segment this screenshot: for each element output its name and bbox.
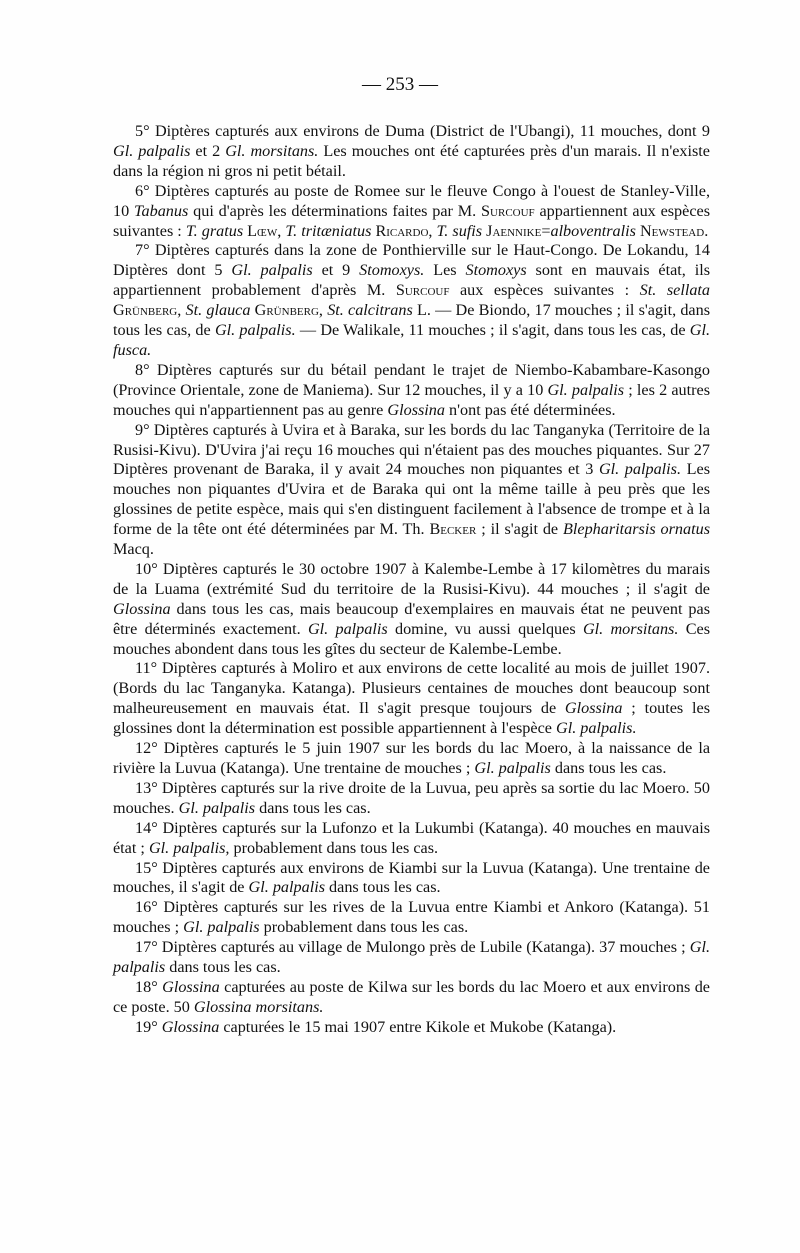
italic-run: St. sellata: [639, 281, 711, 300]
paragraph: [113, 859, 710, 899]
text-run: 19°: [135, 1017, 162, 1036]
paragraph: [113, 122, 710, 182]
text-run: dans tous les cas.: [165, 958, 281, 977]
text-run: aux espèces suivantes :: [449, 281, 640, 300]
italic-run: Gl. palpalis.: [214, 321, 296, 340]
italic-run: Gl. palpalis: [231, 261, 313, 280]
text-run: appartiennent aux espèces suivantes :: [113, 201, 711, 240]
paragraph: [113, 978, 710, 1018]
italic-run: Blepharitarsis ornatus: [563, 520, 711, 539]
text-run: 11° Diptères capturés à Moliro et aux environs de cette localité au mois de juillet 1907. (Bords du lac Tanganyka. Katanga). Plusieurs centaines de mouches dont beaucoup sont malheureusement en mauvais état. Il s'agit presque toujours de: [113, 659, 710, 718]
italic-run: Glossina: [113, 599, 171, 618]
italic-run: St. glauca: [185, 301, 251, 320]
italic-run: Stomoxys.: [359, 261, 425, 280]
text-run: — De Walikale, 11 mouches ; il s'agit, dans tous les cas, de: [295, 321, 690, 340]
paragraph: [113, 182, 710, 242]
italic-run: Gl. palpalis: [547, 380, 625, 399]
paragraph: [113, 938, 710, 978]
small-caps-run: Jaennike: [486, 221, 542, 240]
text-run: sont en mauvais état, ils appartiennent probablement d'après M.: [113, 261, 710, 300]
text-run: 12° Diptères capturés le 5 juin 1907 sur les bords du lac Moero, à la naissance de la rivière la Luvua (Katanga). Une trentaine de mouches ;: [113, 739, 710, 777]
text-run: dans tous les cas.: [325, 878, 441, 897]
italic-run: T. tritæniatus: [285, 221, 372, 240]
text-run: 9° Diptères capturés à Uvira et à Baraka, sur les bords du lac Tanganyka (Territoire de la Rusisi-Kivu). D'Uvira j'ai reçu 16 mouches qui n'étaient pas des mouches piquantes. Sur 27 Diptères provenant de Baraka, il y avait 24 mouches non piquantes et 3: [113, 420, 710, 479]
text-run: Macq.: [113, 540, 154, 559]
text-run: =: [541, 221, 551, 240]
text-run: n'ont pas été déterminées.: [445, 400, 616, 419]
text-run: ; les 2 autres mouches qui n'appartiennent pas au genre: [113, 380, 710, 419]
paragraph: [113, 819, 710, 859]
italic-run: Gl. palpalis: [248, 878, 325, 897]
text-run: ; toutes les glossines dont la détermination est possible appartiennent à l'espèce: [113, 699, 710, 738]
italic-run: Glossina: [387, 400, 445, 419]
italic-run: Glossina morsitans.: [193, 997, 324, 1016]
paragraph: [113, 421, 710, 560]
text-run: Ces mouches abondent dans tous les gîtes du secteur de Kalembe-Lembe.: [113, 619, 710, 658]
italic-run: Glossina: [161, 1017, 220, 1036]
paragraph: [113, 361, 710, 421]
text-run: ,: [318, 301, 328, 320]
paragraph: [113, 898, 710, 938]
paragraph: [113, 659, 710, 739]
italic-run: Gl. palpalis: [474, 759, 551, 777]
paragraph: [113, 739, 710, 779]
italic-run: Glossina: [564, 699, 623, 718]
italic-run: St. calcitrans: [327, 301, 413, 320]
text-run: qui d'après les déterminations faites par M.: [188, 201, 482, 220]
text-run: dans tous les cas.: [550, 759, 667, 777]
italic-run: T. gratus: [185, 221, 244, 240]
text-run: dans tous les cas.: [255, 798, 371, 817]
text-run: capturées le 15 mai 1907 entre Kikole et Mukobe (Katanga).: [219, 1017, 617, 1036]
text-run: 5° Diptères capturés aux environs de Duma (District de l'Ubangi), 11 mouches, dont 9: [135, 122, 710, 140]
text-run: et 9: [312, 261, 360, 280]
text-run: ,: [277, 221, 286, 240]
paragraph: [113, 241, 710, 360]
italic-run: Gl. palpalis: [307, 619, 388, 638]
italic-run: Gl. palpalis,: [148, 838, 230, 857]
italic-run: Gl. morsitans.: [225, 141, 319, 160]
text-run: ; il s'agit de: [476, 520, 564, 539]
italic-run: Gl. palpalis: [113, 938, 710, 977]
italic-run: Tabanus: [134, 201, 189, 220]
italic-run: Gl. palpalis.: [598, 460, 682, 479]
text-run: probablement dans tous les cas.: [229, 838, 439, 857]
text-run: ,: [177, 301, 186, 320]
text-run: 7° Diptères capturés dans la zone de Ponthierville sur le Haut-Congo. De Lokandu, 14 Diptères dont 5: [113, 241, 710, 280]
text-run: 6° Diptères capturés au poste de Romee sur le fleuve Congo à l'ouest de Stanley-Ville, 10: [113, 181, 710, 220]
text-run: dans tous les cas, mais beaucoup d'exemplaires en mauvais état ne peuvent pas être déterminés exactement.: [113, 599, 710, 638]
paragraph: [113, 779, 710, 819]
italic-run: Gl. morsitans.: [582, 619, 679, 638]
small-caps-run: Becker: [429, 520, 477, 539]
text-run: 8° Diptères capturés sur du bétail pendant le trajet de Niembo-Kabambare-Kasongo (Province Orientale, zone de Maniema). Sur 12 mouches, il y a 10: [113, 360, 710, 399]
text-run: .: [704, 221, 709, 240]
text-run: ,: [428, 221, 437, 240]
text-run: Les mouches ont été capturées près d'un marais. Il n'existe dans la région ni gros ni petit bétail.: [113, 141, 710, 180]
text-run: probablement dans tous les cas.: [259, 918, 469, 937]
text-run: 15° Diptères capturés aux environs de Kiambi sur la Luvua (Katanga). Une trentaine de mouches, il s'agit de: [113, 858, 710, 897]
italic-run: Gl. palpalis: [178, 798, 256, 817]
text-run: Les: [424, 261, 466, 280]
small-caps-run: Surcouf: [481, 201, 535, 220]
text-run: Les mouches non piquantes d'Uvira et de Baraka qui ont la même taille à peu près que les glossines de petite espèce, mais qui s'en distinguent facilement à l'absence de trompe et à la forme de la tête ont été déterminées par M. Th.: [113, 460, 710, 539]
page-number: — 253 —: [362, 74, 438, 95]
small-caps-run: Grünberg: [113, 301, 178, 320]
italic-run: Gl. palpalis.: [556, 719, 637, 738]
italic-run: T. sufis: [436, 221, 483, 240]
body-text: [113, 122, 710, 1038]
paragraph: [113, 560, 710, 660]
small-caps-run: Newstead: [639, 221, 705, 240]
italic-run: Glossina: [162, 977, 220, 996]
small-caps-run: Grünberg: [254, 301, 319, 320]
text-run: 13° Diptères capturés sur la rive droite de la Luvua, peu après sa sortie du lac Moero. 50 mouches.: [113, 778, 710, 817]
italic-run: Gl. palpalis: [113, 141, 191, 160]
text-run: L. — De Biondo, 17 mouches ; il s'agit, dans tous les cas, de: [113, 301, 711, 340]
italic-run: Gl. fusca.: [113, 321, 710, 359]
text-run: 17° Diptères capturés au village de Mulongo près de Lubile (Katanga). 37 mouches ;: [135, 938, 690, 957]
italic-run: Stomoxys: [465, 261, 527, 280]
paragraph: [113, 1018, 710, 1038]
text-run: 16° Diptères capturés sur les rives de la Luvua entre Kiambi et Ankoro (Katanga). 51 mouches ;: [113, 898, 710, 937]
text-run: domine, vu aussi quelques: [387, 619, 583, 638]
text-run: 18°: [135, 977, 163, 996]
italic-run: Gl. palpalis: [183, 918, 260, 937]
text-run: 10° Diptères capturés le 30 octobre 1907 à Kalembe-Lembe à 17 kilomètres du marais de la Luama (extrémité Sud du territoire de la Rusisi-Kivu). 44 mouches ; il s'agit de: [113, 559, 710, 598]
small-caps-run: Lœw: [247, 221, 278, 240]
text-run: 14° Diptères capturés sur la Lufonzo et la Lukumbi (Katanga). 40 mouches en mauvais état ;: [113, 818, 710, 857]
small-caps-run: Surcouf: [395, 281, 450, 300]
text-run: capturées au poste de Kilwa sur les bords du lac Moero et aux environs de ce poste. 50: [113, 977, 710, 1016]
text-run: et 2: [190, 141, 226, 160]
small-caps-run: Ricardo: [375, 221, 429, 240]
italic-run: alboventralis: [550, 221, 636, 240]
